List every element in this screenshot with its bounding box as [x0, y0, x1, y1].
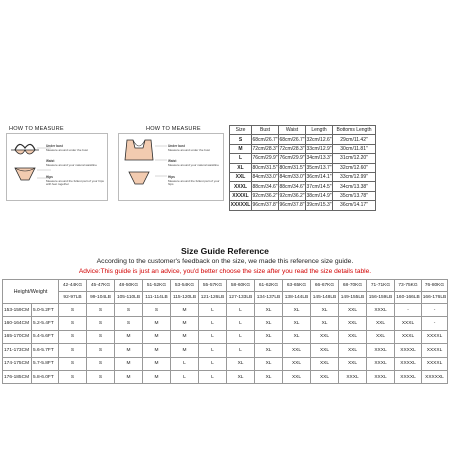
guide-height-row	[3, 317, 448, 330]
size-measurement: 35cm/13.78"	[333, 191, 376, 200]
note-right-text-0: Measure around under the bust	[168, 147, 210, 152]
size-measurement: 84cm/33.0"	[252, 174, 278, 181]
height-ft-label: 5.2-5.4FT	[32, 317, 59, 330]
recommended-size-cell: XXL	[367, 317, 395, 330]
recommended-size-cell: S	[87, 330, 115, 343]
recommended-size-cell: S	[87, 370, 115, 383]
weight-lb-header: 145-148LB	[311, 292, 339, 304]
size-measurement: 92cm/36.2"	[252, 192, 278, 199]
recommended-size-cell: S	[87, 357, 115, 370]
recommended-size-cell: XXXL	[367, 370, 395, 383]
recommended-size-cell: L	[227, 304, 255, 317]
recommended-size-cell: L	[199, 357, 227, 370]
recommended-size-cell: M	[115, 330, 143, 343]
height-weight-label: Height/Weight	[3, 280, 59, 304]
how-to-measure-title-left: HOW TO MEASURE	[9, 126, 64, 132]
size-measurement: 35cm/13.7"	[306, 164, 332, 171]
recommended-size-cell: M	[115, 344, 143, 357]
size-label: XXL	[230, 172, 252, 181]
weight-kg-header: 63-65KG	[283, 280, 311, 292]
note-right-text-1: Measure around your natural waistline	[168, 162, 219, 167]
size-measurement: 88cm/34.6"	[252, 183, 278, 190]
recommended-size-cell: XL	[283, 330, 311, 343]
size-measurement: 37cm/14.5"	[306, 183, 332, 190]
size-table-header: Waist	[279, 126, 306, 135]
recommended-size-cell: L	[171, 370, 199, 383]
size-measurement: 88cm/34.6"	[279, 183, 305, 190]
weight-kg-header: 76-80KG	[422, 280, 448, 292]
size-measurement: 39cm/15.3"	[306, 202, 332, 209]
weight-lb-header: 134-137LB	[255, 292, 283, 304]
recommended-size-cell: -	[422, 304, 448, 317]
recommended-size-cell: XXL	[311, 344, 339, 357]
height-cm-label: 171-173CM	[3, 344, 32, 357]
size-measurement: 38cm/14.9"	[306, 192, 332, 199]
note-left-text-0: Measure around under the bust	[46, 147, 88, 152]
recommended-size-cell: S	[59, 304, 87, 317]
recommended-size-cell: -	[395, 304, 422, 317]
recommended-size-cell: M	[171, 344, 199, 357]
recommended-size-cell: XL	[283, 304, 311, 317]
recommended-size-cell: XXL	[311, 370, 339, 383]
weight-kg-header: 61-62KG	[255, 280, 283, 292]
size-table-row	[230, 182, 376, 191]
recommended-size-cell: S	[59, 370, 87, 383]
recommended-size-cell: XL	[311, 304, 339, 317]
recommended-size-cell: L	[199, 317, 227, 330]
recommended-size-cell: XL	[255, 304, 283, 317]
recommended-size-cell: M	[171, 304, 199, 317]
size-measurement: 96cm/37.8"	[279, 202, 305, 209]
size-label: XXXL	[230, 182, 252, 191]
recommended-size-cell: XXXL	[367, 344, 395, 357]
size-measurement: 30cm/11.81"	[333, 144, 376, 153]
recommended-size-cell: L	[227, 330, 255, 343]
recommended-size-cell: M	[171, 317, 199, 330]
recommended-size-cell: S	[87, 344, 115, 357]
size-table-header: Size	[230, 126, 252, 135]
how-to-measure-title-right: HOW TO MEASURE	[146, 126, 201, 132]
height-cm-label: 165-170CM	[3, 330, 32, 343]
recommended-size-cell: XXL	[339, 304, 367, 317]
recommended-size-cell: XXL	[339, 344, 367, 357]
size-table-row	[230, 191, 376, 200]
size-measurement: 68cm/26.7"	[252, 136, 278, 143]
weight-kg-header: 73-75KG	[395, 280, 422, 292]
size-measurement: 33cm/12.9"	[306, 145, 332, 152]
guide-height-row	[3, 357, 448, 370]
note-left-text-1: Measure around your natural waistline	[46, 162, 97, 167]
recommended-size-cell: XXXL	[395, 317, 422, 330]
recommended-size-cell: XL	[283, 317, 311, 330]
height-ft-label: 5.0-5.2FT	[32, 304, 59, 317]
weight-lb-header: 115-120LB	[171, 292, 199, 304]
recommended-size-cell: XXL	[283, 344, 311, 357]
size-measurement: 36cm/14.1"	[306, 174, 332, 181]
recommended-size-cell: M	[143, 357, 171, 370]
recommended-size-cell: L	[199, 370, 227, 383]
size-table-row	[230, 201, 376, 210]
size-table-header: Bust	[252, 126, 279, 135]
size-measurement: 84cm/33.0"	[279, 174, 305, 181]
recommended-size-cell: S	[59, 357, 87, 370]
size-measurement: 80cm/31.5"	[252, 164, 278, 171]
height-cm-label: 160-164CM	[3, 317, 32, 330]
size-guide-title: Size Guide Reference	[181, 246, 269, 256]
size-measurement: 33cm/12.99"	[333, 172, 376, 181]
recommended-size-cell: S	[115, 317, 143, 330]
recommended-size-cell: S	[59, 330, 87, 343]
guide-height-row	[3, 330, 448, 343]
recommended-size-cell: -	[422, 317, 448, 330]
weight-lb-header: 92-97LB	[59, 292, 87, 304]
recommended-size-cell: S	[115, 304, 143, 317]
recommended-size-cell: XXL	[283, 357, 311, 370]
recommended-size-cell: XXL	[311, 330, 339, 343]
recommended-size-cell: XXL	[283, 370, 311, 383]
weight-lb-header: 99-104LB	[87, 292, 115, 304]
recommended-size-cell: XXXL	[367, 357, 395, 370]
weight-kg-header: 71-71KG	[367, 280, 395, 292]
height-ft-label: 5.7-5.8FT	[32, 357, 59, 370]
recommended-size-cell: XL	[255, 344, 283, 357]
guide-height-row	[3, 344, 448, 357]
recommended-size-cell: L	[227, 317, 255, 330]
recommended-size-cell: M	[115, 370, 143, 383]
recommended-size-cell: XL	[255, 370, 283, 383]
recommended-size-cell: XL	[311, 317, 339, 330]
weight-kg-header: 45-47KG	[87, 280, 115, 292]
recommended-size-cell: L	[199, 330, 227, 343]
height-ft-label: 5.8-6.0FT	[32, 370, 59, 383]
weight-lb-header: 156-159LB	[367, 292, 395, 304]
size-measurement: 32cm/12.6"	[306, 136, 332, 143]
recommended-size-cell: XXL	[339, 330, 367, 343]
recommended-size-cell: M	[115, 357, 143, 370]
weight-kg-header: 68-70KG	[339, 280, 367, 292]
size-measurement: 76cm/29.9"	[252, 155, 278, 162]
recommended-size-cell: XXXXXL	[422, 370, 448, 383]
height-ft-label: 5.6-5.7FT	[32, 344, 59, 357]
recommended-size-cell: XXXXL	[395, 357, 422, 370]
recommended-size-cell: XL	[255, 330, 283, 343]
size-label: M	[230, 144, 252, 153]
size-label: S	[230, 135, 252, 144]
size-table-row	[230, 172, 376, 181]
recommended-size-cell: L	[199, 344, 227, 357]
size-measurement: 96cm/37.8"	[252, 202, 278, 209]
size-measurement: 31cm/12.20"	[333, 154, 376, 163]
weight-kg-header: 51-52KG	[143, 280, 171, 292]
size-details-table	[229, 125, 376, 211]
recommended-size-cell: M	[143, 317, 171, 330]
recommended-size-cell: XXXL	[395, 330, 422, 343]
size-measurement: 72cm/28.3"	[279, 145, 305, 152]
recommended-size-cell: L	[199, 304, 227, 317]
note-left-head-2: Hips	[46, 175, 53, 179]
recommended-size-cell: M	[143, 330, 171, 343]
recommended-size-cell: XXXXL	[422, 330, 448, 343]
recommended-size-cell: XL	[227, 357, 255, 370]
weight-lb-header: 127-133LB	[227, 292, 255, 304]
height-ft-label: 5.4-5.6FT	[32, 330, 59, 343]
note-right-head-2: Hips	[168, 175, 175, 179]
weight-kg-header: 48-50KG	[115, 280, 143, 292]
recommended-size-cell: XXXXL	[422, 357, 448, 370]
size-guide-advice: Advice:This guide is just an advice, you'd better choose the size after you read the size details table.	[78, 268, 372, 275]
recommended-size-cell: S	[59, 317, 87, 330]
recommended-size-cell: XXXXL	[395, 344, 422, 357]
weight-kg-header: 55-57KG	[199, 280, 227, 292]
size-measurement: 92cm/36.2"	[279, 192, 305, 199]
guide-weight-kg-row	[3, 280, 448, 292]
height-cm-label: 176-185CM	[3, 370, 32, 383]
size-measurement: 36cm/14.17"	[333, 201, 376, 210]
recommended-size-cell: S	[143, 304, 171, 317]
recommended-size-cell: XXXL	[339, 370, 367, 383]
height-cm-label: 174-175CM	[3, 357, 32, 370]
size-table-row	[230, 144, 376, 153]
height-cm-label: 153-159CM	[3, 304, 32, 317]
size-measurement: 34cm/13.3"	[306, 155, 332, 162]
recommended-size-cell: XXL	[367, 330, 395, 343]
size-measurement: 68cm/26.7"	[279, 136, 305, 143]
size-measurement: 29cm/11.42"	[333, 135, 376, 144]
size-table-header-row	[230, 126, 376, 135]
recommended-size-cell: XL	[255, 317, 283, 330]
size-measurement: 76cm/29.9"	[279, 155, 305, 162]
weight-lb-header: 160-166LB	[395, 292, 422, 304]
weight-lb-header: 138-144LB	[283, 292, 311, 304]
size-table-header: Length	[306, 126, 333, 135]
size-guide-table	[2, 279, 448, 384]
note-right-text-2: Measure around the fullest part of your hips	[168, 178, 220, 187]
size-label: XXXXL	[230, 191, 252, 200]
recommended-size-cell: L	[171, 357, 199, 370]
size-measurement: 72cm/28.3"	[252, 145, 278, 152]
size-table-header: Bottoms Length	[333, 126, 376, 135]
recommended-size-cell: XXXXL	[395, 370, 422, 383]
size-measurement: 32cm/12.60"	[333, 163, 376, 172]
note-right-head-1: Waist	[168, 159, 177, 163]
recommended-size-cell: S	[87, 304, 115, 317]
recommended-size-cell: XXL	[339, 357, 367, 370]
weight-kg-header: 58-60KG	[227, 280, 255, 292]
note-left-text-2: Measure around the fullest part of your hips with feet together	[46, 178, 104, 187]
size-guide-intro: According to the customer's feedback on the size, we made this reference size guide.	[96, 258, 354, 265]
size-label: XXXXXL	[230, 202, 251, 209]
recommended-size-cell: S	[87, 317, 115, 330]
note-left-head-1: Waist	[46, 159, 55, 163]
recommended-size-cell: L	[227, 344, 255, 357]
note-left-head-0: Under bust	[46, 144, 63, 148]
weight-kg-header: 66-67KG	[311, 280, 339, 292]
recommended-size-cell: M	[143, 370, 171, 383]
size-table-row	[230, 135, 376, 144]
weight-lb-header: 111-114LB	[143, 292, 171, 304]
weight-lb-header: 105-110LB	[115, 292, 143, 304]
recommended-size-cell: M	[143, 344, 171, 357]
weight-lb-header: 149-155LB	[339, 292, 367, 304]
recommended-size-cell: M	[171, 330, 199, 343]
guide-height-row	[3, 370, 448, 383]
weight-lb-header: 166-176LB	[422, 292, 448, 304]
weight-kg-header: 53-54KG	[171, 280, 199, 292]
guide-weight-lb-row	[3, 292, 448, 304]
recommended-size-cell: XL	[255, 357, 283, 370]
weight-lb-header: 121-126LB	[199, 292, 227, 304]
size-measurement: 80cm/31.5"	[279, 164, 305, 171]
recommended-size-cell: XXL	[311, 357, 339, 370]
size-label: XL	[230, 163, 252, 172]
recommended-size-cell: XXL	[339, 317, 367, 330]
recommended-size-cell: XXXXL	[422, 344, 448, 357]
note-right-head-0: Under bust	[168, 144, 185, 148]
guide-height-row	[3, 304, 448, 317]
size-label: L	[230, 154, 252, 163]
weight-kg-header: 42-44KG	[59, 280, 87, 292]
size-table-row	[230, 163, 376, 172]
size-measurement: 34cm/13.38"	[333, 182, 376, 191]
recommended-size-cell: S	[59, 344, 87, 357]
recommended-size-cell: XL	[227, 370, 255, 383]
size-table-row	[230, 154, 376, 163]
recommended-size-cell: XXXL	[367, 304, 395, 317]
